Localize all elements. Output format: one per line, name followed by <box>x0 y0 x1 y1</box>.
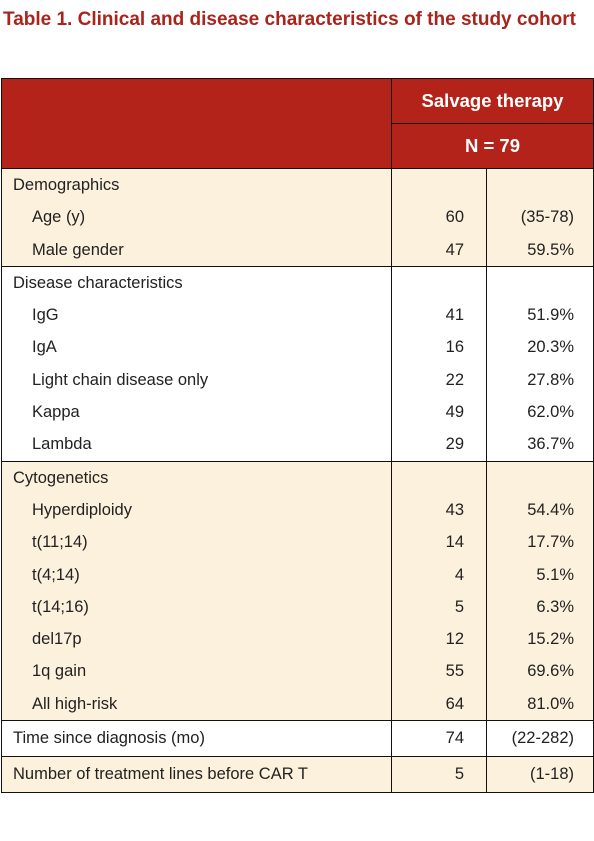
pct-value: 69.6% <box>527 662 574 681</box>
n-value: 60 <box>445 208 464 227</box>
row-label: 1q gain <box>32 662 87 681</box>
group-pct-values <box>487 266 594 461</box>
pct-value: 62.0% <box>527 403 574 422</box>
n-value: 22 <box>445 370 464 389</box>
row-label: t(11;14) <box>32 533 88 552</box>
group-labels <box>2 169 392 267</box>
pct-value: 51.9% <box>527 306 574 325</box>
n-value: 4 <box>454 565 464 584</box>
group-labels <box>2 266 392 461</box>
row-label: Time since diagnosis (mo) <box>13 729 205 748</box>
group-n-values <box>392 169 487 267</box>
n-header: N = 79 <box>392 124 594 169</box>
n-value: 5 <box>454 597 464 616</box>
n-value: 14 <box>445 533 464 552</box>
row-label: Number of treatment lines before CAR T <box>13 765 308 784</box>
group-demographics <box>2 169 594 267</box>
group-n-values <box>392 461 487 720</box>
row-label: Male gender <box>32 240 124 259</box>
group-labels <box>2 461 392 720</box>
group-pct-values <box>487 461 594 720</box>
row-label: Light chain disease only <box>32 370 209 389</box>
pct-value: 81.0% <box>527 694 574 713</box>
group-heading: Disease characteristics <box>13 273 183 292</box>
n-value: 41 <box>445 306 464 325</box>
n-value: 64 <box>445 694 464 713</box>
n-value: 47 <box>445 240 464 259</box>
row-time-since-diagnosis <box>2 721 594 757</box>
row-treatment-lines <box>2 757 594 793</box>
pct-value: (35-78) <box>520 208 574 227</box>
row-label: t(14;16) <box>32 597 89 616</box>
group-cytogenetics <box>2 461 594 720</box>
table-title: Table 1. Clinical and disease characteristics of the study cohort <box>3 9 576 30</box>
group-heading: Demographics <box>13 176 120 194</box>
pct-value: 54.4% <box>527 500 574 519</box>
row-label: IgA <box>32 338 57 357</box>
row-label: All high-risk <box>32 694 118 713</box>
pct-value: 5.1% <box>536 565 574 584</box>
n-value: 55 <box>445 662 464 681</box>
row-label: Hyperdiploidy <box>32 500 132 519</box>
row-label: t(4;14) <box>32 565 80 584</box>
row-label: Kappa <box>32 403 80 422</box>
row-label: Lambda <box>32 435 92 454</box>
pct-value: 59.5% <box>527 240 574 259</box>
pct-value: 17.7% <box>527 533 574 552</box>
row-label: del17p <box>32 630 82 649</box>
cohort-table <box>1 78 594 793</box>
n-value: 5 <box>454 765 464 784</box>
column-group-header: Salvage therapy <box>392 79 594 124</box>
n-value: 43 <box>445 500 464 519</box>
group-n-values <box>392 266 487 461</box>
group-pct-values <box>487 169 594 267</box>
pct-value: 36.7% <box>527 435 574 454</box>
n-value: 16 <box>445 338 464 357</box>
pct-value: 6.3% <box>536 597 574 616</box>
n-value: 49 <box>445 403 464 422</box>
pct-value: (1-18) <box>529 765 574 784</box>
pct-value: (22-282) <box>511 729 574 748</box>
header-row-1 <box>2 79 594 124</box>
pct-value: 20.3% <box>527 338 574 357</box>
header-corner <box>2 79 392 169</box>
pct-value: 27.8% <box>527 370 574 389</box>
group-heading: Cytogenetics <box>13 468 109 487</box>
pct-value: 15.2% <box>527 630 574 649</box>
group-disease-characteristics <box>2 266 594 461</box>
row-label: Age (y) <box>32 208 86 227</box>
n-value: 74 <box>445 729 464 748</box>
n-value: 29 <box>445 435 464 454</box>
row-label: IgG <box>32 306 59 325</box>
n-value: 12 <box>445 630 464 649</box>
